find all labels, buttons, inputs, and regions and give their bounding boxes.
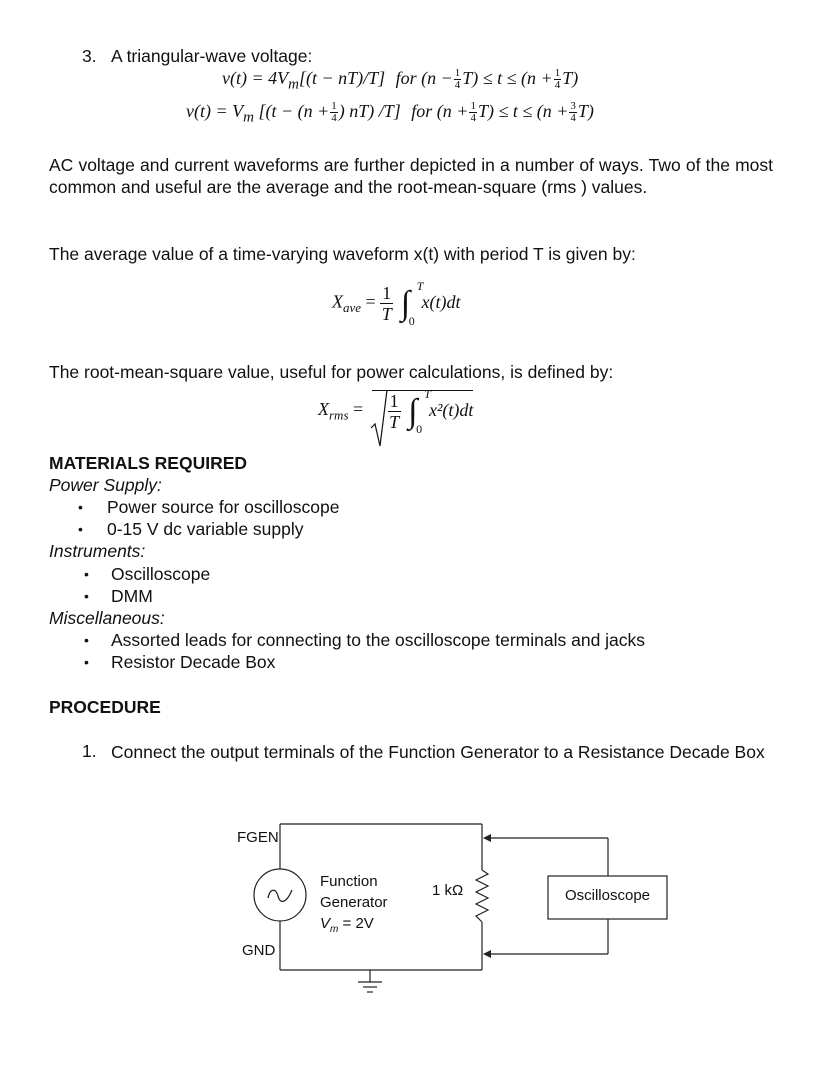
list-item: Oscilloscope: [111, 564, 211, 584]
arrowhead: [483, 950, 491, 958]
bullet: •: [84, 566, 89, 582]
label-miscellaneous: Miscellaneous:: [49, 608, 165, 628]
list-item: Resistor Decade Box: [111, 652, 276, 672]
radical-sign: [370, 390, 388, 448]
paragraph-rms: The root-mean-square value, useful for power calculations, is defined by:: [49, 362, 614, 382]
heading-procedure: PROCEDURE: [49, 697, 161, 717]
equation-triangular-2: $v(t) = V_m$ [(t − (n + $\frac{1}{4}$ ) nT) /T] for (n + $\frac{1}{4}$ T) ≤ t ≤ (n + $\frac{3}{4}$ T): [186, 100, 594, 126]
oscilloscope-label: Oscilloscope: [564, 887, 651, 904]
step1-text: Connect the output terminals of the Function Generator to a Resistance Decade Box: [111, 742, 765, 762]
fgen-label: FGEN: [237, 829, 279, 846]
bullet: •: [84, 632, 89, 648]
item3-title: A triangular-wave voltage:: [111, 46, 313, 66]
bullet: •: [78, 521, 83, 537]
equation-average: $X_{ave}$ = $\frac{1}{T}$ ∫ T 0 x(t)dt: [332, 278, 461, 328]
label-power-supply: Power Supply:: [49, 475, 162, 495]
resistor-label: 1 kΩ: [432, 882, 464, 899]
resistor-symbol: [476, 870, 488, 922]
item3-number: 3.: [82, 46, 97, 66]
step1-number: 1.: [82, 741, 97, 761]
paragraph-ac-waveforms: AC voltage and current waveforms are further depicted in a number of ways. Two of the most common and useful are the average and the root-mean-square (rms ) values.: [49, 155, 773, 197]
arrowhead: [483, 834, 491, 842]
bullet: •: [84, 654, 89, 670]
label-instruments: Instruments:: [49, 541, 146, 561]
list-item: DMM: [111, 586, 153, 606]
circuit-diagram: [230, 818, 680, 1008]
equation-triangular-1: $v(t) = 4V_m[(t - nT)/T]$ for (n − $\frac{1}{4}$ T) ≤ t ≤ (n + $\frac{1}{4}$ T): [222, 67, 579, 93]
paragraph-average: The average value of a time-varying waveform x(t) with period T is given by:: [49, 244, 636, 264]
function-generator-label: Function Generator $V_m = 2V$: [320, 873, 388, 935]
heading-materials: MATERIALS REQUIRED: [49, 453, 248, 473]
equation-rms: $X_{rms}$ = $\frac{1}{T}$ ∫ T 0 x²(t)dt: [318, 390, 473, 432]
bullet: •: [84, 588, 89, 604]
list-item: 0-15 V dc variable supply: [107, 519, 304, 539]
gnd-label: GND: [242, 942, 276, 959]
list-item: Power source for oscilloscope: [107, 497, 340, 517]
ac-source-symbol: [254, 869, 306, 921]
list-item: Assorted leads for connecting to the oscilloscope terminals and jacks: [111, 630, 646, 650]
bullet: •: [78, 499, 83, 515]
